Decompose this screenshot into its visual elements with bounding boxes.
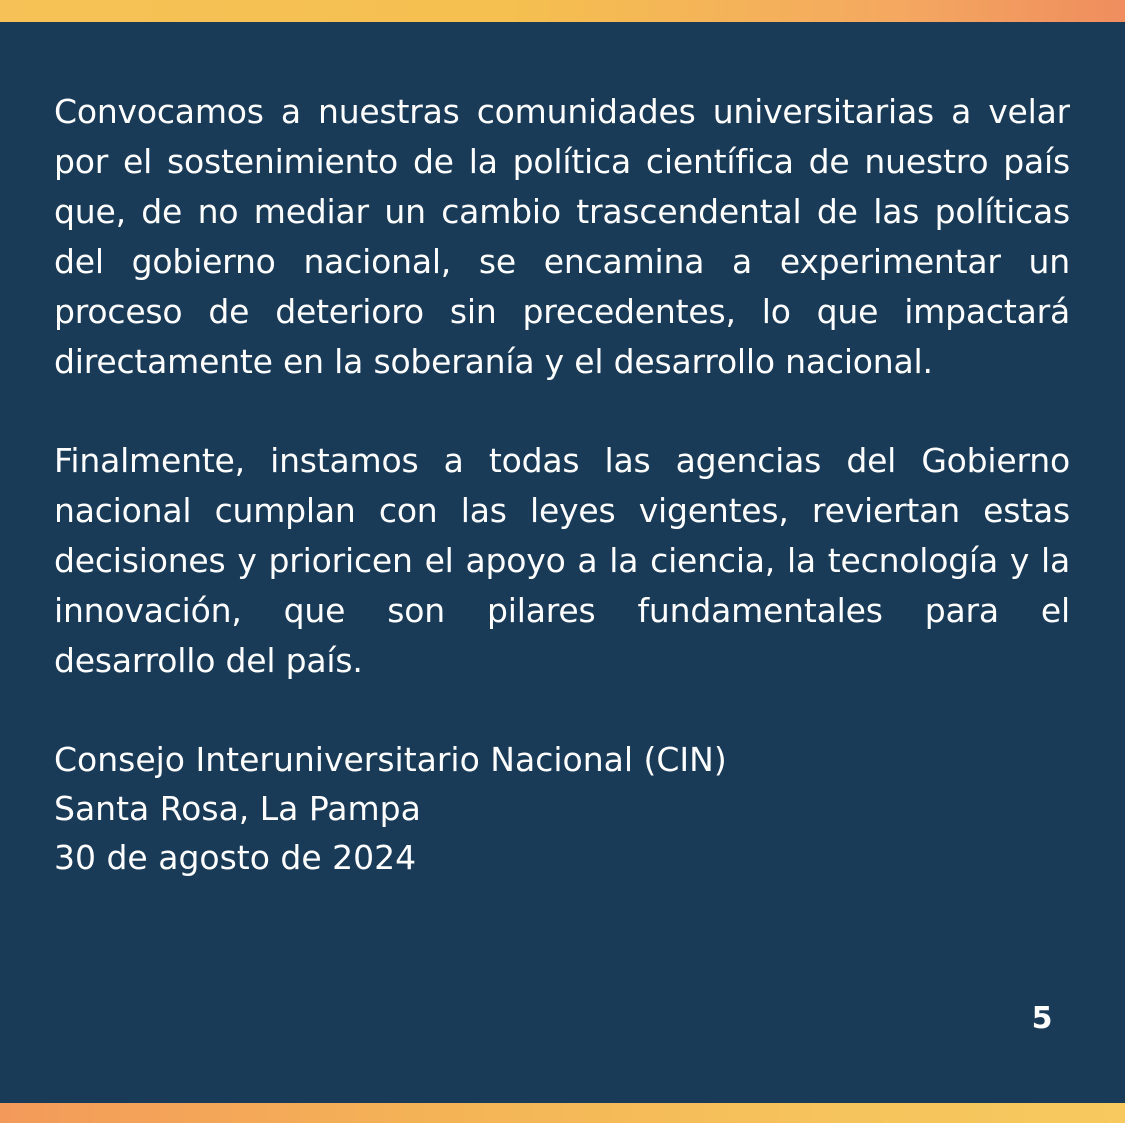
paragraph-line: innovación, que son pilares fundamentales para el xyxy=(54,591,1070,630)
document-body xyxy=(54,87,1070,882)
paragraph-line: nacional cumplan con las leyes vigentes, reviertan estas xyxy=(54,491,1070,530)
paragraph-line: Convocamos a nuestras comunidades universitarias a velar xyxy=(54,92,1070,131)
page-number: 5 xyxy=(1031,1001,1053,1036)
paragraph-convocatoria xyxy=(54,87,1070,387)
paragraph-line: Finalmente, instamos a todas las agencias del Gobierno xyxy=(54,441,1070,480)
signature-date: 30 de agosto de 2024 xyxy=(54,838,417,877)
paragraph-line: desarrollo del país. xyxy=(54,641,363,680)
paragraph-line: directamente en la soberanía y el desarrollo nacional. xyxy=(54,342,933,381)
paragraph-line: que, de no mediar un cambio trascendental de las políticas xyxy=(54,192,1070,231)
paragraph-line: por el sostenimiento de la política científica de nuestro país xyxy=(54,142,1070,181)
paragraph-finalmente xyxy=(54,436,1070,686)
paragraph-line: del gobierno nacional, se encamina a experimentar un xyxy=(54,242,1070,281)
top-accent-bar xyxy=(0,0,1125,22)
paragraph-line: proceso de deterioro sin precedentes, lo que impactará xyxy=(54,292,1070,331)
paragraph-line: decisiones y prioricen el apoyo a la ciencia, la tecnología y la xyxy=(54,541,1070,580)
signature-organization: Consejo Interuniversitario Nacional (CIN) xyxy=(54,740,727,779)
bottom-accent-bar xyxy=(0,1103,1125,1123)
signature-block xyxy=(54,735,1070,882)
signature-location: Santa Rosa, La Pampa xyxy=(54,789,421,828)
